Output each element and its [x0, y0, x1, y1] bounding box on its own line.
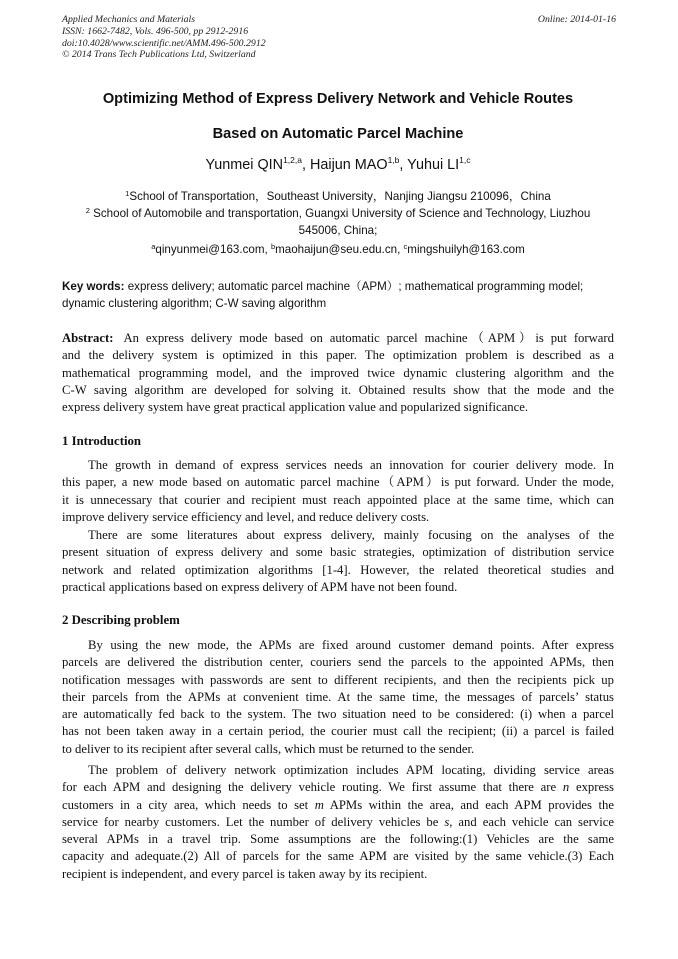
- affiliation-marker: 1: [125, 189, 130, 198]
- journal-header: [62, 14, 482, 61]
- email-link[interactable]: qinyunmei@163.com,: [155, 243, 271, 256]
- author-emails: $^a$qinyunmei@163.com, $^b$maohaijun@seu.edu.cn, $^c$mingshuilyh@163.com: [151, 242, 525, 256]
- author-superscript: 1,c: [459, 155, 471, 165]
- author-name: Yuhui LI: [407, 157, 460, 173]
- abstract-label: Abstract:: [62, 331, 114, 345]
- affiliation-2-cont: 545006, China;: [298, 224, 378, 237]
- abstract: Abstract: An express delivery mode based on automatic parcel machine（APM）is put forward and the delivery system is optimized in this paper. The optimization problem is described as a mathematical programming model, and the improved twice dynamic clustering algorithm and the C-W saving algorithm are developed for solving it. Obtained results show that the mode and the express delivery system have great practical application value and popularized significance.: [62, 331, 614, 415]
- problem-paragraph-1: By using the new mode, the APMs are fixed around customer demand points. After express parcels are delivered the distribution center, couriers send the parcels to the appointed APMs, then notification messages with passwords are sent to different recipients, and then the recipients pick up their parcels from the APMs at convenient time. At the same time, the messages of parcels’ status are automatically fed back to the system. The two situation need to be considered: (i) when a parcel has not been taken away in a certain period, the courier must call the recipient; (ii) a parcel is failed to deliver to its recipient after several calls, which must be returned to the sender.: [62, 638, 614, 756]
- issn-line: ISSN: 1662-7482, Vols. 496-500, pp 2912-2916: [62, 25, 249, 37]
- copyright-line: © 2014 Trans Tech Publications Ltd, Switzerland: [62, 49, 256, 61]
- intro-paragraph-2: There are some literatures about express delivery, mainly focusing on the analyses of the present situation of express delivery and some basic strategies, optimization of distribution service network and related optimization algorithms [1-4]. However, the related theoretical studies and practical applications based on express delivery of APM have not been found.: [62, 528, 614, 594]
- affiliation-2: $^2$ School of Automobile and transportation, Guangxi University of Science and Technology, Liuzhou: [85, 206, 591, 220]
- keywords: Key words: express delivery; automatic parcel machine（APM）; mathematical programming model; dynamic clustering algorithm; C-W saving algorithm: [62, 280, 584, 310]
- problem-paragraph-2: The problem of delivery network optimization includes APM locating, dividing service areas for each APM and designing the delivery vehicle routing. We first assume that there are n express customers in a city area, which needs to set m APMs within the area, and each APM provides the service for nearby customers. Let the number of delivery vehicles be s, and each vehicle can service several APMs in a travel trip. Some assumptions are the following:(1) Vehicles are the same capacity and adequate.(2) All of parcels for the same APM are visited by the same vehicle.(3) Each recipient is independent, and every parcel is taken away by its recipient.: [62, 763, 614, 881]
- intro-paragraph-1: The growth in demand of express services needs an innovation for courier delivery mode. In this paper, a new mode based on automatic parcel machine（APM）is put forward. Under the mode, it is unnecessary that courier and recipient must reach appointed place at the same time, which can improve delivery service efficiency and level, and reduce delivery costs.: [62, 458, 614, 524]
- email-link[interactable]: mingshuilyh@163.com: [407, 243, 525, 256]
- author-superscript: 1,2,a: [283, 155, 302, 165]
- affiliation-1: $^1$School of Transportation，Southeast University，Nanjing Jiangsu 210096，China: [125, 189, 551, 203]
- keywords-label: Key words:: [62, 280, 125, 293]
- author-name: Yunmei QIN: [205, 157, 284, 173]
- online-date: Online: 2014-01-16: [537, 14, 616, 25]
- doi-line: doi:10.4028/www.scientific.net/AMM.496-500.2912: [62, 37, 266, 49]
- section-heading: 1 Introduction: [62, 434, 142, 448]
- author-superscript: 1,b: [387, 155, 400, 165]
- affiliation-marker: 2: [85, 206, 90, 215]
- journal-name: Applied Mechanics and Materials: [62, 14, 196, 25]
- paper-title-line-2: Based on Automatic Parcel Machine: [212, 126, 464, 142]
- author-name: Haijun MAO: [309, 157, 388, 173]
- section-heading: 2 Describing problem: [62, 613, 180, 627]
- paper-title-line-1: Optimizing Method of Express Delivery Network and Vehicle Routes: [102, 91, 574, 107]
- email-link[interactable]: maohaijun@seu.edu.cn,: [275, 243, 404, 256]
- author-list: Yunmei QIN$^{1,2,a}$, Haijun MAO$^{1,b}$, Yuhui LI$^{1,c}$: [205, 155, 471, 173]
